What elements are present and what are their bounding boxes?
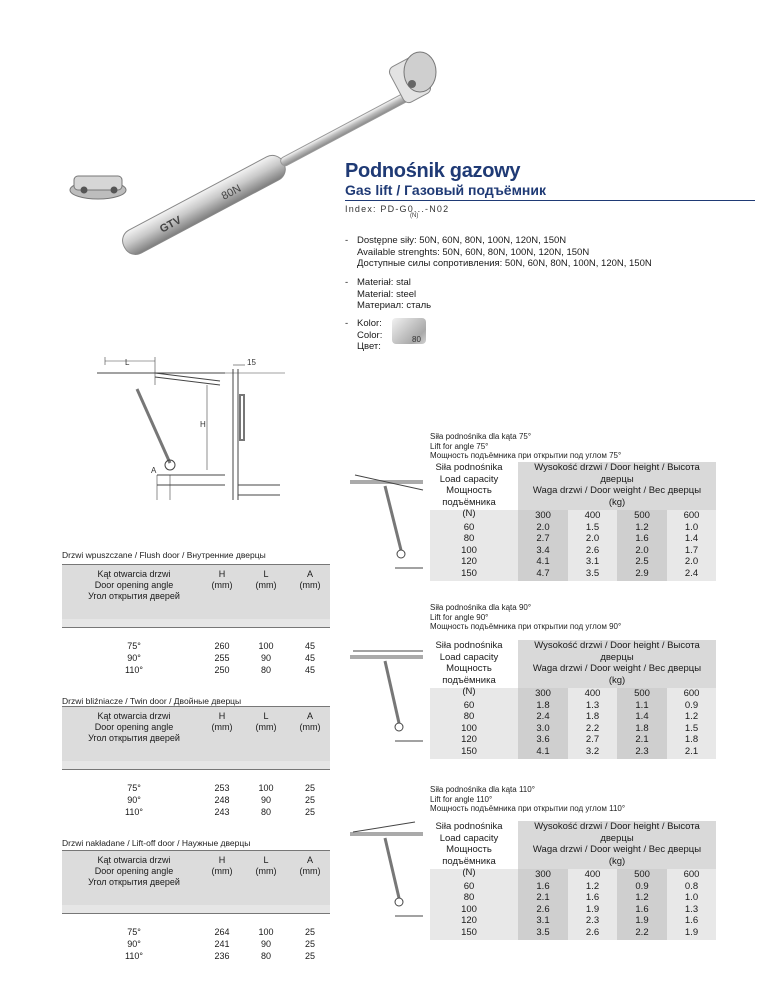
title-line: Lift for angle 110° xyxy=(430,794,493,804)
header-line: Door opening angle xyxy=(94,866,174,876)
door-height-columns xyxy=(518,869,716,881)
table-cell: 90° xyxy=(127,653,141,663)
color-code: 80 xyxy=(412,335,421,344)
table-header xyxy=(62,706,330,761)
load-value: 80 xyxy=(463,533,475,544)
header-line: (kg) xyxy=(608,855,626,867)
header-line: подъёмника xyxy=(442,674,496,686)
table-cell: 250 xyxy=(214,665,230,675)
header-line: (mm) xyxy=(255,580,277,590)
lift-table-title-110 xyxy=(430,785,625,814)
header-line: Siła podnośnika xyxy=(435,640,503,651)
table-row xyxy=(62,950,330,962)
top-mount xyxy=(387,52,436,105)
weight-value: 2.6 xyxy=(585,926,600,938)
header-line: Kąt otwarcia drzwi xyxy=(97,855,171,865)
load-value: 60 xyxy=(463,880,475,892)
header-line: (N) xyxy=(462,867,476,878)
header-line: Door opening angle xyxy=(94,722,174,732)
weight-value: 1.6 xyxy=(585,892,600,903)
header-line: Waga drzwi / Door weight / Вес дверцы xyxy=(532,485,702,496)
weight-value: 1.9 xyxy=(585,903,600,915)
column-header-a xyxy=(290,711,330,733)
table-cell: 75° xyxy=(127,641,141,651)
weight-value: 1.4 xyxy=(684,533,699,544)
header-line: A xyxy=(306,711,313,721)
header-line: A xyxy=(306,855,313,865)
header-line: Load capacity xyxy=(439,832,499,844)
column-header-l xyxy=(246,711,286,733)
header-line: Load capacity xyxy=(439,473,499,485)
weight-value: 1.7 xyxy=(684,544,699,556)
table-row xyxy=(430,927,716,939)
load-value: 80 xyxy=(463,711,475,722)
lift-table-90 xyxy=(430,640,715,772)
load-value: 100 xyxy=(461,722,477,734)
header-line: (mm) xyxy=(211,866,233,876)
header-line: Wysokość drzwi / Door height / Высота xyxy=(534,640,700,651)
weight-value: 1.6 xyxy=(536,880,550,892)
weight-value: 2.4 xyxy=(684,567,699,579)
column-header-h xyxy=(202,569,242,591)
column-header-h xyxy=(202,711,242,733)
weight-value: 2.7 xyxy=(536,533,550,544)
weight-value: 1.2 xyxy=(684,711,699,722)
header-line: L xyxy=(263,855,269,865)
table-cell: 241 xyxy=(214,939,230,949)
weight-value: 2.3 xyxy=(635,745,649,757)
column-label: 300 xyxy=(535,510,551,521)
header-line: (mm) xyxy=(255,722,277,732)
table-row xyxy=(430,568,716,580)
weight-value: 3.6 xyxy=(536,734,550,745)
lift-off-door-table xyxy=(62,850,330,962)
table-cell: 110° xyxy=(125,665,143,675)
door-75-illustration xyxy=(345,470,425,580)
column-header-a xyxy=(290,569,330,591)
weight-value: 1.2 xyxy=(585,880,600,892)
table-row xyxy=(430,892,716,904)
table-title: Drzwi nakładane / Lift-off door / Наужные дверцы xyxy=(62,838,251,848)
spec-line: Доступные силы сопротивления: 50N, 60N, 80N, 100N, 120N, 150N xyxy=(357,258,652,269)
header-line: Wysokość drzwi / Door height / Высота xyxy=(534,821,700,832)
spec-strengths xyxy=(345,235,652,270)
column-header-angle xyxy=(62,569,206,602)
header-band xyxy=(62,761,330,770)
table-cell: 90° xyxy=(127,795,141,805)
cylinder-body xyxy=(118,151,289,258)
table-cell: 248 xyxy=(214,795,230,805)
weight-value: 1.8 xyxy=(635,722,649,734)
weight-value: 3.1 xyxy=(536,915,550,926)
table-cell: 110° xyxy=(125,951,143,961)
weight-value: 1.8 xyxy=(684,734,699,745)
weight-value: 0.9 xyxy=(635,880,649,892)
table-row xyxy=(430,700,716,712)
title-line: Мощность подъёмника при открытии под углом 110° xyxy=(430,804,626,813)
weight-value: 0.9 xyxy=(684,699,699,711)
header-line: (mm) xyxy=(255,866,277,876)
title-line: Siła podnośnika dla kąta 110° xyxy=(430,785,535,794)
header-line: дверцы xyxy=(600,832,634,844)
table-cell: 80 xyxy=(260,951,271,961)
table-cell: 80 xyxy=(260,665,271,675)
weight-value: 2.0 xyxy=(585,533,600,544)
load-value: 100 xyxy=(461,544,477,556)
weight-value: 4.1 xyxy=(536,745,550,757)
weight-value: 1.4 xyxy=(635,711,649,722)
table-cell: 255 xyxy=(214,653,230,663)
door-height-columns xyxy=(518,688,716,700)
header-line: Kąt otwarcia drzwi xyxy=(97,711,171,721)
header-line: (mm) xyxy=(299,580,321,590)
column-header-h xyxy=(202,855,242,877)
table-row xyxy=(62,926,330,938)
header-line: L xyxy=(263,711,269,721)
weight-value: 2.2 xyxy=(635,926,649,938)
product-index: Index: PD-G0...-N02 xyxy=(345,204,450,214)
table-cell: 90 xyxy=(260,939,271,949)
column-label: 600 xyxy=(683,688,700,699)
dimension-15: 15 xyxy=(247,358,256,367)
table-cell: 243 xyxy=(214,807,230,817)
column-label: 300 xyxy=(535,688,551,699)
column-header-l xyxy=(246,855,286,877)
load-value: 150 xyxy=(461,926,477,938)
header-line: дверцы xyxy=(600,651,634,663)
bullet-dash: - xyxy=(345,318,349,329)
weight-value: 3.5 xyxy=(536,926,550,938)
weight-value: 1.2 xyxy=(635,521,649,533)
table-row xyxy=(430,533,716,545)
door-height-weight-header xyxy=(518,640,716,686)
table-row xyxy=(430,734,716,746)
mounting-diagram xyxy=(95,355,285,505)
dimension-L: L xyxy=(125,358,130,367)
bullet-dash: - xyxy=(345,235,349,246)
header-line: (kg) xyxy=(608,674,626,686)
title-line: Мощность подъёмника при открытии под углом 90° xyxy=(430,622,622,631)
spec-line: Kolor: xyxy=(357,318,382,329)
table-cell: 236 xyxy=(214,951,230,961)
column-label: 500 xyxy=(634,510,650,521)
load-value: 60 xyxy=(463,521,475,533)
header-line: Siła podnośnika xyxy=(435,462,503,473)
header-line: H xyxy=(218,855,226,865)
weight-value: 1.3 xyxy=(684,903,699,915)
lift-table-110 xyxy=(430,821,715,953)
flush-door-table xyxy=(62,564,330,676)
weight-value: 3.4 xyxy=(536,544,550,556)
title-divider xyxy=(345,200,755,201)
header-band xyxy=(62,905,330,914)
table-header xyxy=(62,850,330,905)
header-line: Siła podnośnika xyxy=(435,821,503,832)
header-line: (kg) xyxy=(608,496,626,508)
door-110-illustration xyxy=(345,820,425,930)
header-line: Мощность xyxy=(446,663,492,674)
load-value: 80 xyxy=(463,892,475,903)
title-line: Мощность подъёмника при открытии под углом 75° xyxy=(430,451,622,460)
column-label: 400 xyxy=(584,688,601,699)
table-cell: 25 xyxy=(304,927,315,937)
table-row xyxy=(430,915,716,927)
table-cell: 25 xyxy=(304,951,315,961)
load-capacity-header xyxy=(430,821,508,879)
lift-table-title-90 xyxy=(430,603,621,632)
weight-value: 1.8 xyxy=(585,711,600,722)
bottom-bracket xyxy=(70,176,126,199)
header-line: Мощность xyxy=(446,844,492,855)
load-value: 150 xyxy=(461,567,477,579)
weight-value: 1.6 xyxy=(635,903,649,915)
lift-table-75 xyxy=(430,462,715,594)
brand-label: GTV xyxy=(157,214,184,236)
spec-line: Dostępne siły: 50N, 60N, 80N, 100N, 120N, 150N xyxy=(357,235,567,246)
table-header xyxy=(62,564,330,619)
table-body xyxy=(62,628,330,676)
table-body xyxy=(62,770,330,818)
column-header-angle xyxy=(62,855,206,888)
table-row xyxy=(62,806,330,818)
header-line: L xyxy=(263,569,269,579)
table-row xyxy=(430,522,716,534)
table-cell: 75° xyxy=(127,783,141,793)
weight-value: 2.4 xyxy=(536,711,550,722)
load-value: 120 xyxy=(461,915,477,926)
header-line: Waga drzwi / Door weight / Вес дверцы xyxy=(532,844,702,855)
header-band xyxy=(62,619,330,628)
weight-value: 2.0 xyxy=(635,544,649,556)
table-row xyxy=(62,664,330,676)
weight-value: 1.6 xyxy=(635,533,649,544)
spec-line: Material: steel xyxy=(357,288,417,300)
table-cell: 25 xyxy=(304,783,315,793)
spec-material xyxy=(345,277,431,312)
weight-value: 1.0 xyxy=(684,521,699,533)
table-cell: 45 xyxy=(304,665,315,675)
header-line: H xyxy=(218,569,226,579)
door-height-weight-header xyxy=(518,462,716,508)
table-body xyxy=(62,914,330,962)
table-cell: 45 xyxy=(304,641,315,651)
header-line: Kąt otwarcia drzwi xyxy=(97,569,171,579)
table-cell: 90° xyxy=(127,939,141,949)
weight-value: 2.0 xyxy=(536,521,550,533)
product-index-sub: (N) xyxy=(410,213,419,219)
weight-value: 1.3 xyxy=(585,699,600,711)
weight-value: 2.5 xyxy=(635,556,649,567)
load-capacity-header xyxy=(430,462,508,520)
header-line: Waga drzwi / Door weight / Вес дверцы xyxy=(532,663,702,674)
table-cell: 80 xyxy=(260,807,271,817)
header-line: A xyxy=(306,569,313,579)
weight-value: 2.2 xyxy=(585,722,600,734)
table-cell: 25 xyxy=(304,795,315,805)
weight-value: 3.1 xyxy=(585,556,600,567)
column-label: 400 xyxy=(584,869,601,880)
title-line: Lift for angle 75° xyxy=(430,441,489,451)
table-row xyxy=(62,782,330,794)
header-line: подъёмника xyxy=(442,496,496,508)
weight-value: 1.8 xyxy=(536,699,550,711)
column-header-a xyxy=(290,855,330,877)
piston-rod xyxy=(279,89,416,167)
load-value: 60 xyxy=(463,699,475,711)
column-label: 600 xyxy=(683,510,700,521)
table-row xyxy=(430,556,716,568)
table-cell: 253 xyxy=(214,783,230,793)
force-label: 80N xyxy=(219,182,244,203)
column-label: 500 xyxy=(634,688,650,699)
lift-table-title-75 xyxy=(430,432,621,461)
weight-value: 4.1 xyxy=(536,556,550,567)
load-capacity-header xyxy=(430,640,508,698)
weight-value: 2.1 xyxy=(635,734,649,745)
weight-value: 3.5 xyxy=(585,567,600,579)
table-row xyxy=(430,723,716,735)
table-row xyxy=(430,746,716,758)
weight-value: 3.0 xyxy=(536,722,550,734)
weight-value: 2.1 xyxy=(536,892,550,903)
table-row xyxy=(62,652,330,664)
header-line: Мощность xyxy=(446,485,492,496)
table-title: Drzwi wpuszczane / Flush door / Внутренние дверцы xyxy=(62,550,266,560)
weight-value: 2.0 xyxy=(684,556,699,567)
weight-value: 4.7 xyxy=(536,567,550,579)
weight-value: 2.1 xyxy=(684,745,699,757)
spec-line: Цвет: xyxy=(357,341,381,352)
table-row xyxy=(430,904,716,916)
weight-value: 0.8 xyxy=(684,880,699,892)
spec-color xyxy=(345,318,382,353)
header-line: Угол открытия дверей xyxy=(88,877,180,887)
table-cell: 260 xyxy=(214,641,230,651)
weight-value: 1.5 xyxy=(684,722,699,734)
header-line: Door opening angle xyxy=(94,580,174,590)
weight-value: 1.6 xyxy=(684,915,699,926)
header-line: (mm) xyxy=(211,580,233,590)
table-cell: 100 xyxy=(258,641,274,651)
dimension-A: A xyxy=(151,466,157,475)
header-line: Угол открытия дверей xyxy=(88,733,180,743)
weight-value: 1.0 xyxy=(684,892,699,903)
table-title: Drzwi bliźniacze / Twin door / Двойные дверцы xyxy=(62,696,242,706)
header-line: (N) xyxy=(462,686,476,697)
header-line: H xyxy=(218,711,226,721)
load-value: 100 xyxy=(461,903,477,915)
door-90-illustration xyxy=(345,645,425,755)
title-line: Siła podnośnika dla kąta 90° xyxy=(430,603,532,612)
column-label: 600 xyxy=(683,869,700,880)
table-cell: 264 xyxy=(214,927,230,937)
title-line: Lift for angle 90° xyxy=(430,612,489,622)
column-label: 500 xyxy=(634,869,650,880)
header-line: (mm) xyxy=(299,866,321,876)
spec-line: Available strenghts: 50N, 60N, 80N, 100N, 120N, 150N xyxy=(357,246,590,258)
table-row xyxy=(62,794,330,806)
header-line: подъёмника xyxy=(442,855,496,867)
table-row xyxy=(430,711,716,723)
spec-line: Materiał: stal xyxy=(357,277,411,288)
header-line: (mm) xyxy=(299,722,321,732)
table-cell: 90 xyxy=(260,795,271,805)
weight-value: 2.6 xyxy=(536,903,550,915)
header-line: Wysokość drzwi / Door height / Высота дверцы xyxy=(534,462,700,485)
load-value: 120 xyxy=(461,734,477,745)
load-value: 150 xyxy=(461,745,477,757)
weight-value: 2.9 xyxy=(635,567,649,579)
weight-value: 1.9 xyxy=(635,915,649,926)
table-row xyxy=(430,881,716,893)
table-cell: 25 xyxy=(304,807,315,817)
column-header-angle xyxy=(62,711,206,744)
spec-line: Материал: сталь xyxy=(357,300,432,311)
weight-value: 3.2 xyxy=(585,745,600,757)
header-line: Load capacity xyxy=(439,651,499,663)
twin-door-table xyxy=(62,706,330,818)
table-cell: 90 xyxy=(260,653,271,663)
weight-value: 1.2 xyxy=(635,892,649,903)
header-line: (N) xyxy=(462,508,476,519)
spec-line: Color: xyxy=(357,329,383,341)
weight-value: 2.3 xyxy=(585,915,600,926)
table-row xyxy=(430,545,716,557)
table-row xyxy=(62,938,330,950)
weight-value: 2.7 xyxy=(585,734,600,745)
column-label: 400 xyxy=(584,510,601,521)
title-line: Siła podnośnika dla kąta 75° xyxy=(430,432,532,441)
weight-value: 1.9 xyxy=(684,926,699,938)
column-header-l xyxy=(246,569,286,591)
table-cell: 100 xyxy=(258,927,274,937)
load-value: 120 xyxy=(461,556,477,567)
header-line: (mm) xyxy=(211,722,233,732)
door-height-weight-header xyxy=(518,821,716,867)
header-line: Угол открытия дверей xyxy=(88,591,180,601)
table-cell: 110° xyxy=(125,807,143,817)
product-subtitle: Gas lift / Газовый подъёмник xyxy=(345,182,546,198)
weight-value: 1.1 xyxy=(635,699,649,711)
table-row xyxy=(62,640,330,652)
dimension-H: H xyxy=(200,420,206,429)
column-label: 300 xyxy=(535,869,551,880)
table-cell: 45 xyxy=(304,653,315,663)
door-height-columns xyxy=(518,510,716,522)
table-cell: 75° xyxy=(127,927,141,937)
bullet-dash: - xyxy=(345,277,349,288)
table-cell: 25 xyxy=(304,939,315,949)
weight-value: 2.6 xyxy=(585,544,600,556)
table-cell: 100 xyxy=(258,783,274,793)
product-title: Podnośnik gazowy xyxy=(345,160,521,182)
weight-value: 1.5 xyxy=(585,521,600,533)
